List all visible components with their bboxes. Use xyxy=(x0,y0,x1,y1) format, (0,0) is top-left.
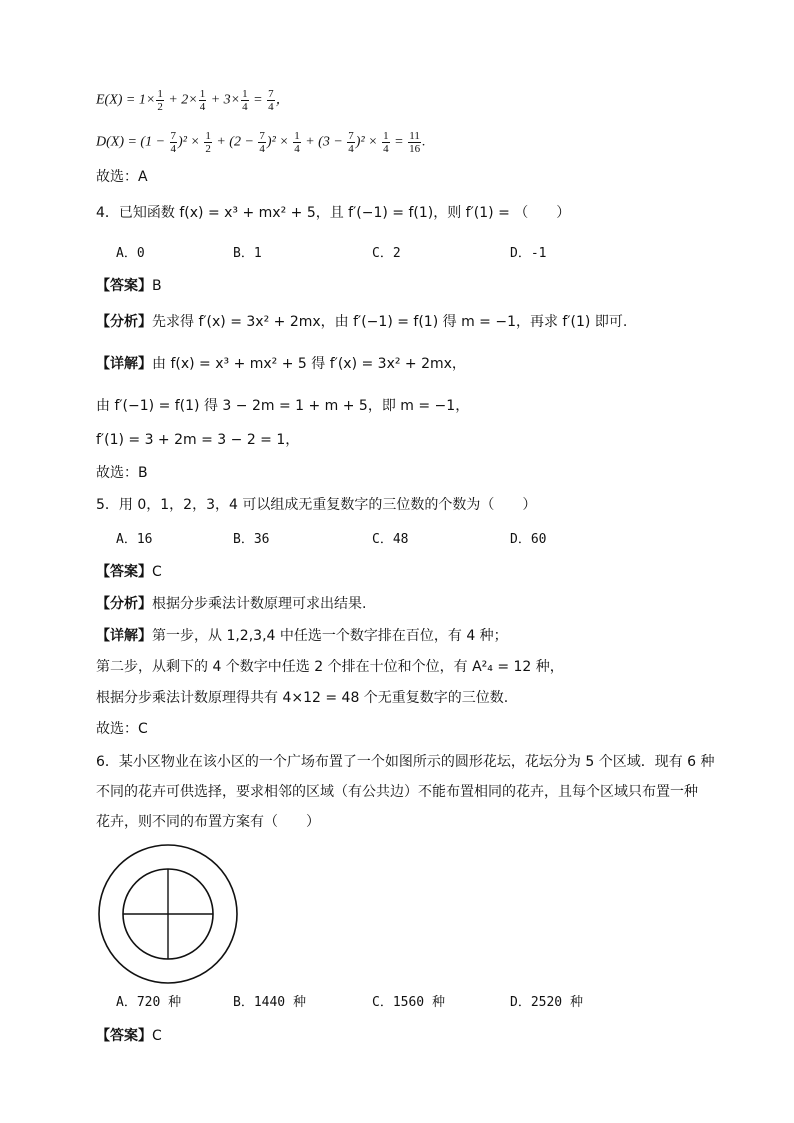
frac-num: 11 xyxy=(409,130,420,142)
frac-den: 2 xyxy=(205,143,211,155)
frac xyxy=(170,130,178,155)
q5-options xyxy=(0,528,794,548)
flower-bed-diagram xyxy=(96,842,240,986)
dx-text: )² × xyxy=(355,134,382,150)
q6-stem-line-1: 6．某小区物业在该小区的一个广场布置了一个如图所示的圆形花坛，花坛分为 5 个区域．现有 6 种 xyxy=(96,754,715,770)
dx-text: + (3 − xyxy=(301,134,347,150)
ex-text: + 2× xyxy=(164,92,198,108)
answer-value: C xyxy=(152,1028,162,1044)
analysis-label: 【分析】 xyxy=(96,314,152,330)
frac xyxy=(258,130,266,155)
frac-num: 7 xyxy=(268,88,274,100)
q6-stem-line-2: 不同的花卉可供选择，要求相邻的区域（有公共边）不能布置相同的花卉，且每个区域只布置一种 xyxy=(96,784,698,800)
q5-option-a: A．16 xyxy=(116,532,153,547)
dx-text: D(X) = (1 − xyxy=(96,134,169,150)
q6-option-b: B．1440 种 xyxy=(233,995,306,1010)
variance-formula xyxy=(96,130,426,155)
q6-option-a: A．720 种 xyxy=(116,995,182,1010)
analysis-text: 根据分步乘法计数原理可求出结果. xyxy=(152,596,367,612)
frac xyxy=(156,88,164,113)
frac-num: 1 xyxy=(157,88,163,100)
q5-stem: 5．用 0，1，2，3，4 可以组成无重复数字的三位数的个数为（ ） xyxy=(96,497,537,513)
q5-detail-3: 根据分步乘法计数原理得共有 4×12 = 48 个无重复数字的三位数. xyxy=(96,690,509,706)
ex-text: + 3× xyxy=(207,92,241,108)
frac-den: 4 xyxy=(383,143,389,155)
q6-stem-line-3: 花卉，则不同的布置方案有（ ） xyxy=(96,814,320,830)
frac xyxy=(241,88,249,113)
q4-options xyxy=(0,242,794,262)
detail-label: 【详解】 xyxy=(96,628,152,644)
frac-den: 4 xyxy=(170,143,177,155)
detail-text: 第一步，从 1,2,3,4 中任选一个数字排在百位，有 4 种； xyxy=(152,628,508,644)
frac xyxy=(382,130,390,155)
dx-text: + (2 − xyxy=(212,134,258,150)
frac-den: 4 xyxy=(268,101,274,113)
q6-option-c: C．1560 种 xyxy=(372,995,445,1010)
frac-num: 7 xyxy=(170,130,177,142)
q5-option-b: B．36 xyxy=(233,532,270,547)
analysis-label: 【分析】 xyxy=(96,596,152,612)
q6-answer xyxy=(96,1026,162,1046)
q4-final-answer: 故选：B xyxy=(96,465,148,481)
expectation-formula xyxy=(96,88,290,113)
frac-den: 4 xyxy=(199,101,206,113)
detail-label: 【详解】 xyxy=(96,356,152,372)
q4-option-d: D．-1 xyxy=(510,246,547,261)
frac xyxy=(347,130,355,155)
q4-option-c: C．2 xyxy=(372,246,401,261)
frac-den: 4 xyxy=(242,101,248,113)
frac-num: 1 xyxy=(205,130,211,142)
frac-num: 1 xyxy=(199,88,206,100)
ex-text: ， xyxy=(275,92,290,108)
frac-num: 7 xyxy=(348,130,354,142)
frac-num: 1 xyxy=(294,130,300,142)
q4-answer xyxy=(96,276,162,296)
q5-analysis xyxy=(96,594,366,614)
frac xyxy=(199,88,207,113)
frac-den: 4 xyxy=(294,143,300,155)
q5-detail-2: 第二步，从剩下的 4 个数字中任选 2 个排在十位和个位，有 A²₄ = 12 种， xyxy=(96,659,564,675)
q5-detail xyxy=(96,626,508,646)
frac xyxy=(267,88,275,113)
q5-option-c: C．48 xyxy=(372,532,409,547)
frac-den: 16 xyxy=(409,143,421,155)
ex-text: = xyxy=(249,92,267,108)
q4-option-b: B．1 xyxy=(233,246,262,261)
answer-value: C xyxy=(152,564,162,580)
frac-num: 1 xyxy=(383,130,389,142)
q5-answer xyxy=(96,562,162,582)
q4-stem: 4．已知函数 f(x) = x³ + mx² + 5，且 f′(−1) = f(1)，则 f′(1) = （ ） xyxy=(96,205,571,221)
analysis-text: 先求得 f′(x) = 3x² + 2mx，由 f′(−1) = f(1) 得 m = −1，再求 f′(1) 即可. xyxy=(152,314,628,330)
frac-den: 4 xyxy=(348,143,354,155)
q6-option-d: D．2520 种 xyxy=(510,995,583,1010)
dx-text: = xyxy=(390,134,408,150)
q4-detail-3: f′(1) = 3 + 2m = 3 − 2 = 1， xyxy=(96,432,300,448)
dx-text: . xyxy=(422,134,426,150)
answer-label: 【答案】 xyxy=(96,1028,152,1044)
frac-num: 1 xyxy=(242,88,248,100)
frac-den: 4 xyxy=(259,143,265,155)
frac xyxy=(204,130,212,155)
q4-analysis xyxy=(96,312,627,332)
q4-detail xyxy=(96,354,466,374)
q5-final-answer: 故选：C xyxy=(96,721,148,737)
q3-final-answer: 故选：A xyxy=(96,169,148,185)
dx-text: )² × xyxy=(266,134,293,150)
frac xyxy=(293,130,301,155)
frac xyxy=(408,130,421,155)
answer-label: 【答案】 xyxy=(96,564,152,580)
answer-label: 【答案】 xyxy=(96,278,152,294)
q6-options xyxy=(0,991,794,1011)
answer-value: B xyxy=(152,278,162,294)
frac-den: 2 xyxy=(157,101,163,113)
ex-text: E(X) = 1× xyxy=(96,92,156,108)
q4-detail-2: 由 f′(−1) = f(1) 得 3 − 2m = 1 + m + 5，即 m = −1， xyxy=(96,398,470,414)
dx-text: )² × xyxy=(178,134,204,150)
q5-option-d: D．60 xyxy=(510,532,547,547)
frac-num: 7 xyxy=(259,130,265,142)
q4-option-a: A．0 xyxy=(116,246,145,261)
detail-text: 由 f(x) = x³ + mx² + 5 得 f′(x) = 3x² + 2mx， xyxy=(152,356,466,372)
